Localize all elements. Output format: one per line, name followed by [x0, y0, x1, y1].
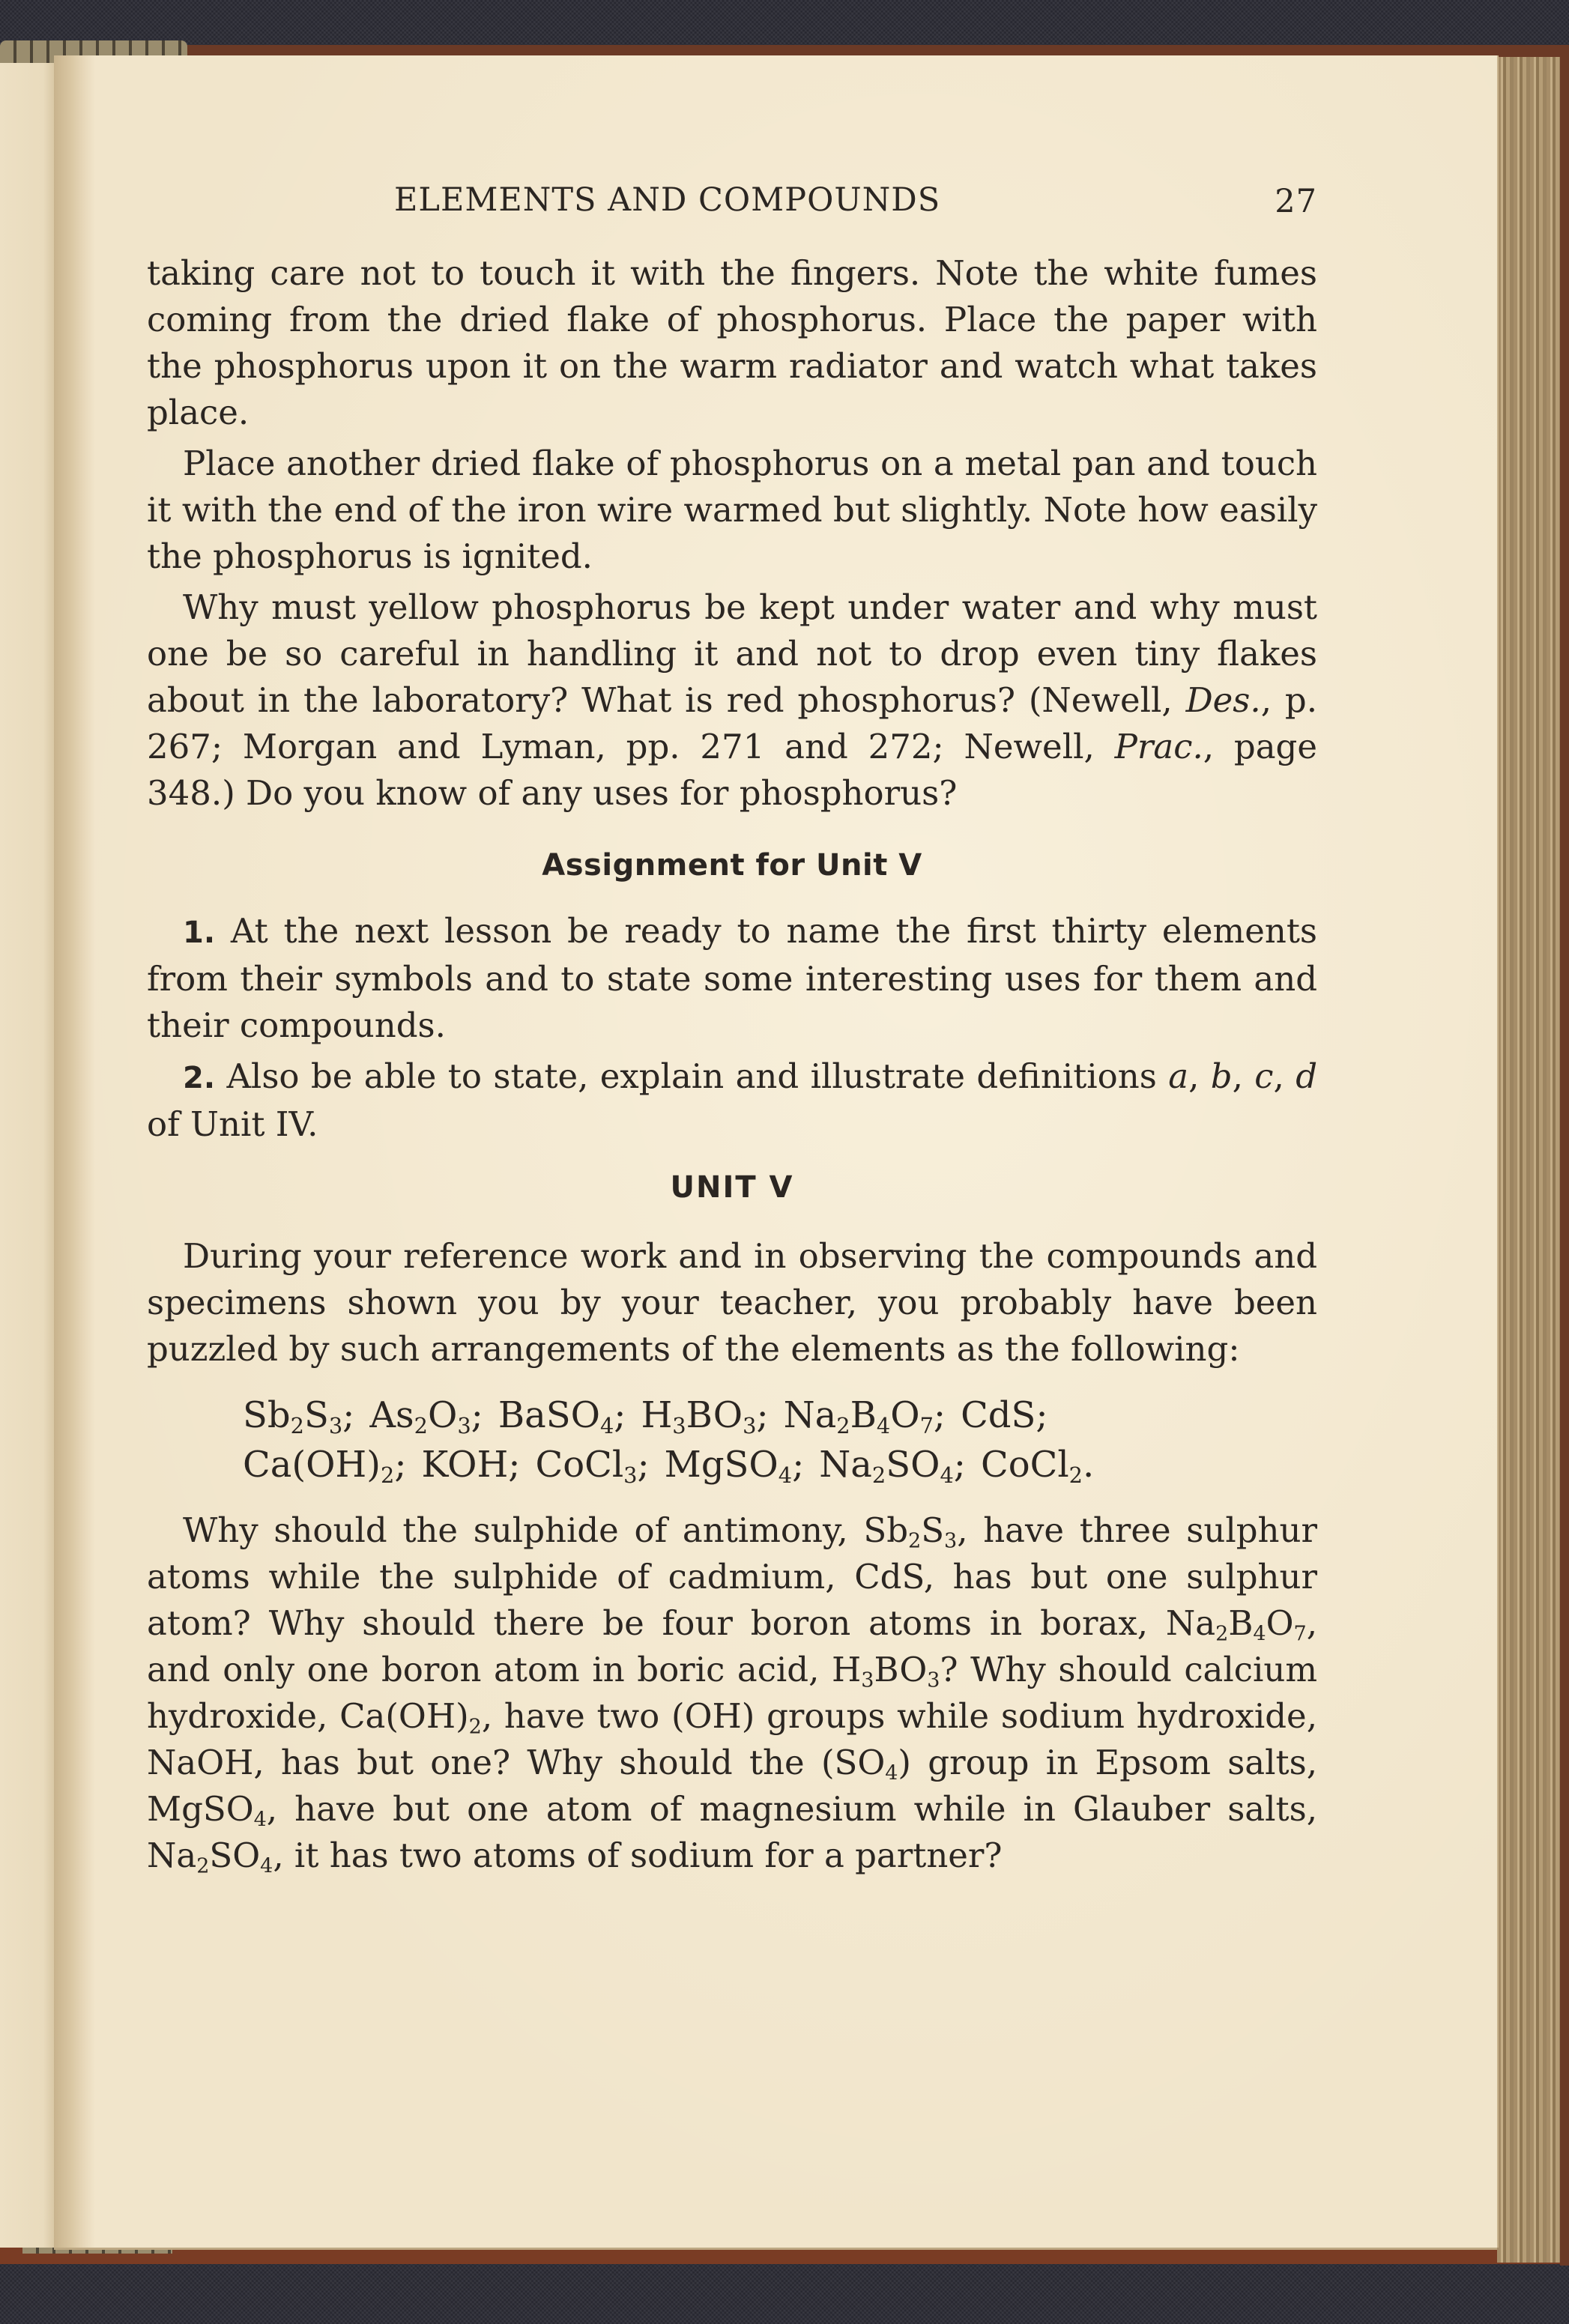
chemical-formula: $As_2O_3$;: [369, 1394, 483, 1439]
paragraph-ignition: Place another dried flake of phosphorus on a metal pan and touch it with the end of the iron wire warmed but slightly. Note how easily the phosphorus is ignited.: [147, 444, 1317, 576]
assignment-heading: Assignment for Unit V: [542, 848, 922, 883]
paragraph-questions: Why must yellow phosphorus be kept under water and why must one be so careful in handling it and not to drop even tiny flakes about in the laboratory? What is red phosphorus? (Newell, Des., p. 267; Morgan and Lyman, pp. 271 and 272; Newell, Prac., page 348.) Do you know of any uses for phosphorus?: [147, 587, 1317, 813]
chemical-formula: BaSO$_4$;: [498, 1394, 626, 1439]
spine-gutter-shadow: [54, 55, 95, 2248]
chemical-formula: $Na_2B_4O_7$;: [783, 1394, 946, 1439]
paragraph-continued: taking care not to touch it with the fingers. Note the white fumes coming from the dried flake of phosphorus. Place the paper with the phosphorus upon it on the warm radiator and watch what takes place.: [147, 253, 1317, 432]
chemical-formula: MgSO$_4$;: [664, 1444, 805, 1489]
citation-des: Des.: [1185, 680, 1261, 720]
assignment-item-1: 1. At the next lesson be ready to name the first thirty elements from their symbols and to state some interesting uses for them and their compounds.: [147, 911, 1317, 1045]
chemical-formula: CdS;: [961, 1394, 1048, 1436]
chemical-formula: CoCl$_2$.: [980, 1444, 1095, 1489]
citation-prac: Prac.: [1114, 727, 1203, 766]
item-number: 1.: [183, 916, 216, 950]
chemical-formula: $Ca(OH)_2$;: [243, 1444, 407, 1489]
formula-list: [243, 1391, 1317, 1489]
facing-page-edge: [0, 63, 54, 2248]
chemical-formula: $H_3BO_3$;: [641, 1394, 769, 1439]
assignment-item-2: 2. Also be able to state, explain and illustrate definitions a, b, c, d of Unit IV.: [147, 1056, 1318, 1144]
cover-board-right-edge: [1560, 52, 1569, 2266]
running-head-title: ELEMENTS AND COMPOUNDS: [394, 181, 941, 219]
running-head: [147, 177, 1317, 222]
chemical-formula: $Na_2SO_4$;: [819, 1444, 966, 1489]
cover-board-bottom-edge: [0, 2248, 1569, 2264]
page-number: 27: [1275, 183, 1317, 220]
unit-intro: During your reference work and in observing the compounds and specimens shown you by your teacher, you probably have been puzzled by such arrangements of the elements as the following:: [147, 1236, 1317, 1369]
page-block-fore-edge: [1497, 57, 1560, 2263]
unit-questions: Why should the sulphide of antimony, $Sb_2S_3$, have three sulphur atoms while the sulphide of cadmium, CdS, has but one sulphur atom? Why should there be four boron atoms in borax, $Na_2B_4O_7$, and only one boron atom in boric acid, $H_3BO_3$? Why should calcium hydroxide, $Ca(OH)_2$, have two (OH) groups while sodium hydroxide, NaOH, has but one? Why should the $(SO_4)$ group in Epsom salts, MgSO$_4$, have but one atom of magnesium while in Glauber salts, $Na_2SO_4$, it has two atoms of sodium for a partner?: [147, 1510, 1318, 1878]
chemical-formula: $Sb_2S_3$;: [243, 1394, 355, 1439]
item-number: 2.: [183, 1061, 216, 1095]
page-content: [147, 177, 1317, 1879]
formula-line-2: [243, 1440, 1317, 1489]
formula-line-1: [243, 1391, 1317, 1440]
unit-heading: UNIT V: [670, 1170, 794, 1205]
chemical-formula: CoCl$_3$;: [535, 1444, 650, 1489]
chemical-formula: KOH;: [421, 1444, 521, 1486]
